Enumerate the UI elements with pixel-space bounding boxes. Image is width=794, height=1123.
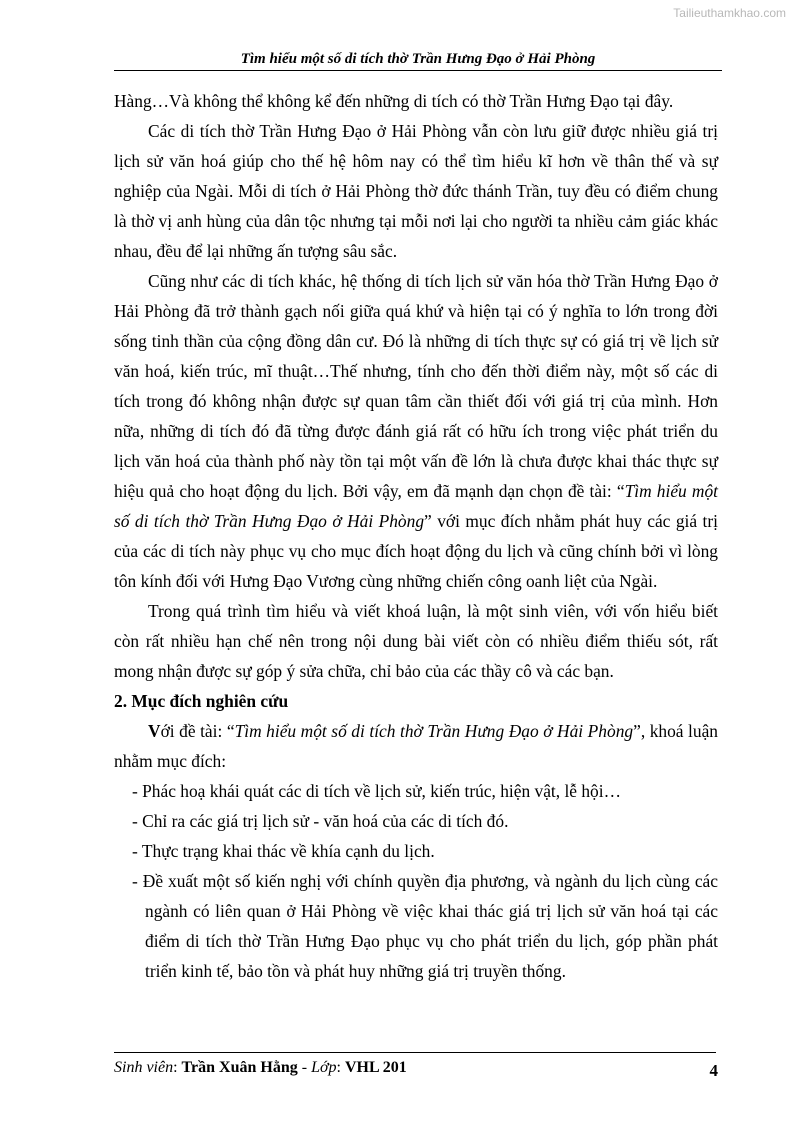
footer-colon: : [173,1059,182,1076]
page-number: 4 [709,1061,718,1080]
class-value: VHL 201 [344,1059,407,1076]
paragraph: Trong quá trình tìm hiểu và viết khoá luận, là một sinh viên, với vốn hiểu biết còn rất nhiều hạn chế nên trong nội dung bài viết còn có nhiều điểm thiếu sót, rất mong nhận được sự góp ý sửa chữa, chỉ bảo của các thầy cô và các bạn. [114,601,718,681]
paragraph [114,266,718,596]
paragraph-continuation: Hàng…Và không thể không kể đến những di tích có thờ Trần Hưng Đạo tại đây. [114,91,674,111]
bullet-item: - Chỉ ra các giá trị lịch sử - văn hoá của các di tích đó. [132,811,509,831]
intro-text: ”, khoá luận nhằm mục đích: [114,721,718,771]
footer-rule [114,1052,716,1053]
section-heading: 2. Mục đích nghiên cứu [114,691,289,711]
footer-separator: - [297,1059,312,1076]
thesis-title-italic: Tìm hiểu một số di tích thờ Trần Hưng Đạo ở Hải Phòng [234,721,634,741]
lead-letter: V [148,721,161,741]
bullet-item: - Thực trạng khai thác về khía cạnh du lịch. [132,841,435,861]
header-rule [114,70,722,71]
page-footer [114,1057,718,1079]
paragraph-text: Cũng như các di tích khác, hệ thống di tích lịch sử văn hóa thờ Trần Hưng Đạo ở Hải Phòng đã trở thành gạch nối giữa quá khứ và hiện tại có ý nghĩa to lớn trong đời sống tinh thần của cộng đồng dân cư. Đó là những di tích thực sự có giá trị về lịch sử văn hoá, kiến trúc, mĩ thuật…Thế nhưng, tính cho đến thời điểm này, một số các di tích trong đó không nhận được sự quan tâm cần thiết đối với giá trị của mình. Hơn nữa, những di tích đó đã từng được đánh giá rất có hữu ích trong việc phát triển du lịch văn hoá của thành phố này tồn tại một vấn đề lớn là chưa được khai thác thực sự hiệu quả cho hoạt động du lịch. Bởi vậy, em đã mạnh dạn chọn đề tài: “ [114,271,718,501]
section-intro [114,716,718,776]
bullet-item: - Đề xuất một số kiến nghị với chính quyền địa phương, và ngành du lịch cùng các ngành có liên quan ở Hải Phòng về việc khai thác giá trị lịch sử văn hoá tại các điểm di tích thờ Trần Hưng Đạo phục vụ cho phát triển du lịch, góp phần phát triển kinh tế, bảo tồn và phát huy những giá trị truyền thống. [132,871,718,981]
document-body [114,86,718,986]
student-label: Sinh viên [114,1059,174,1076]
thesis-title-italic: Tìm hiểu một số di tích thờ Trần Hưng Đạo ở Hải Phòng [114,481,718,531]
student-name: Trần Xuân Hằng [181,1059,298,1076]
paragraph: Các di tích thờ Trần Hưng Đạo ở Hải Phòng vẫn còn lưu giữ được nhiều giá trị lịch sử văn hoá giúp cho thế hệ hôm nay có thể tìm hiểu kĩ hơn về thân thế và sự nghiệp của Ngài. Mỗi di tích ở Hải Phòng thờ đức thánh Trần, tuy đều có điểm chung là thờ vị anh hùng của dân tộc nhưng tại mỗi nơi lại cho người ta nhiều cảm giác khác nhau, đều để lại những ấn tượng sâu sắc. [114,121,718,261]
class-label: Lớp [311,1059,337,1076]
watermark: Tailieuthamkhao.com [673,6,786,20]
paragraph-text: ” với mục đích nhằm phát huy các giá trị của các di tích này phục vụ cho mục đích hoạt động du lịch và cũng chính bởi vì lòng tôn kính đối với Hưng Đạo Vương cùng những chiến công oanh liệt của Ngài. [114,511,718,591]
bullet-item: - Phác hoạ khái quát các di tích về lịch sử, kiến trúc, hiện vật, lễ hội… [132,781,621,801]
running-header: Tìm hiểu một số di tích thờ Trần Hưng Đạo ở Hải Phòng [240,51,596,67]
footer-colon: : [336,1059,345,1076]
intro-text: ới đề tài: “ [160,721,235,741]
